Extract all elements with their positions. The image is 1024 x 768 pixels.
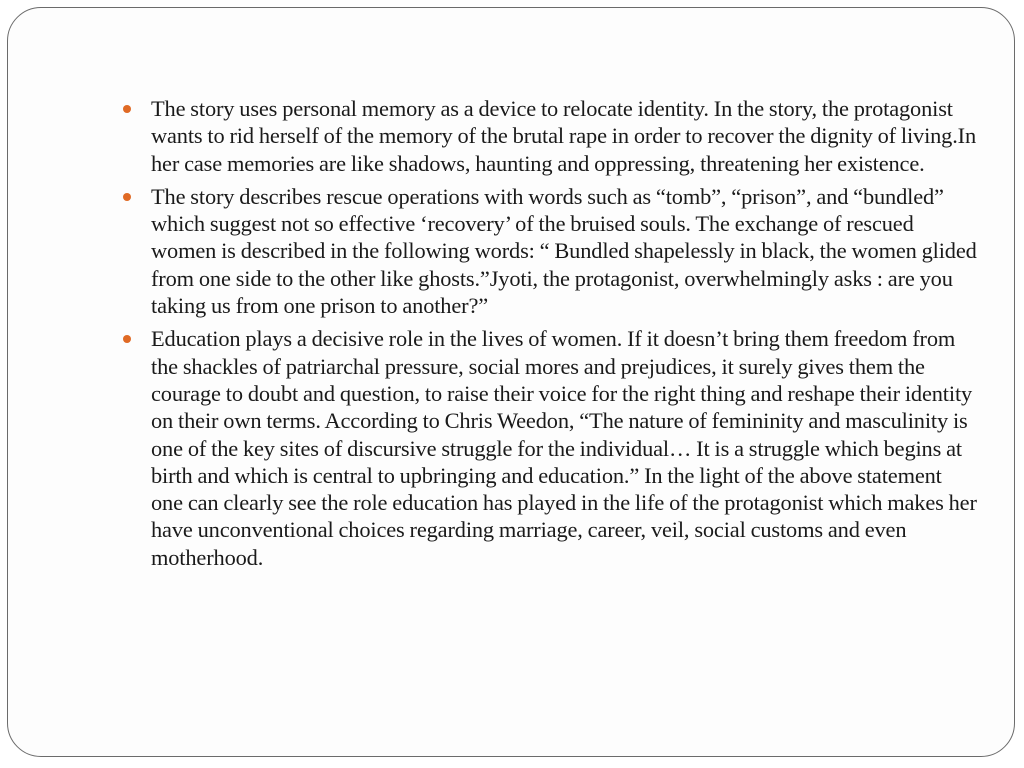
bullet-dot-icon — [123, 193, 131, 201]
bullet-dot-icon — [123, 105, 131, 113]
slide-frame — [7, 7, 1015, 757]
bullet-text: The story uses personal memory as a device to relocate identity. In the story, the protagonist wants to rid herself of the memory of the brutal rape in order to recover the dignity of living.In her case memories are like shadows, haunting and oppressing, threatening her existence. — [151, 96, 977, 176]
bullet-list — [118, 95, 978, 577]
bullet-item-memory — [118, 95, 978, 177]
bullet-item-rescue — [118, 183, 978, 319]
bullet-dot-icon — [123, 335, 131, 343]
bullet-text: The story describes rescue operations with words such as “tomb”, “prison”, and “bundled” which suggest not so effective ‘recovery’ of the bruised souls. The exchange of rescued women is described in the following words: “ Bundled shapelessly in black, the women glided from one side to the other like ghosts.”Jyoti, the protagonist, overwhelmingly asks : are you taking us from one prison to another?” — [151, 183, 977, 319]
bullet-text: Education plays a decisive role in the lives of women. If it doesn’t bring them freedom from the shackles of patriarchal pressure, social mores and prejudices, it surely gives them the courage to doubt and question, to raise their voice for the right thing and reshape their identity on their own terms. According to Chris Weedon, “The nature of femininity and masculinity is one of the key sites of discursive struggle for the individual… It is a struggle which begins at birth and which is central to upbringing and education.” In the light of the above statement one can clearly see the role education has played in the life of the protagonist which makes her have unconventional choices regarding marriage, career, veil, social customs and even motherhood. — [151, 326, 977, 570]
bullet-item-education — [118, 325, 978, 571]
